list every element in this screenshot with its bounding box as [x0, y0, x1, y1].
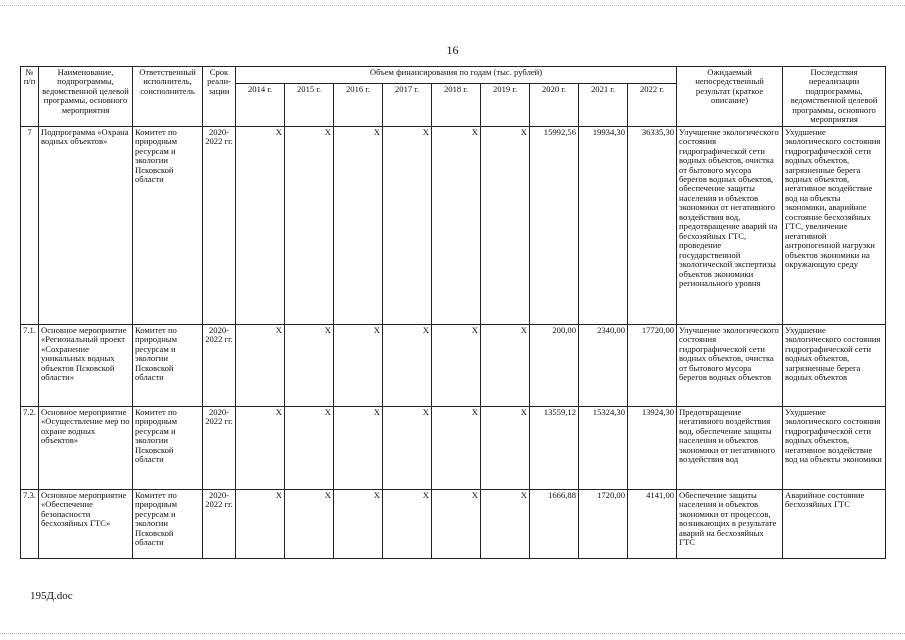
funding-cell: X	[432, 406, 481, 489]
funding-cell: X	[383, 489, 432, 558]
funding-cell: 15992,56	[530, 126, 579, 324]
funding-cell: 15324,30	[579, 406, 628, 489]
header-num: № п/п	[21, 67, 39, 127]
funding-cell: X	[481, 126, 530, 324]
header-year: 2018 г.	[432, 83, 481, 126]
funding-cell: X	[334, 126, 383, 324]
header-year: 2016 г.	[334, 83, 383, 126]
row-name: Основное мероприятие «Региональный проект «Сохранение уникальных водных объектов Псковской области»	[39, 324, 133, 406]
header-year: 2020 г.	[530, 83, 579, 126]
row-responsible: Комитет по природным ресурсам и экологии Псковской области	[133, 324, 203, 406]
row-responsible: Комитет по природным ресурсам и экологии Псковской области	[133, 126, 203, 324]
funding-cell: X	[481, 406, 530, 489]
row-name: Подпрограмма «Охрана водных объектов»	[39, 126, 133, 324]
header-year: 2014 г.	[236, 83, 285, 126]
funding-cell: X	[481, 489, 530, 558]
row-term: 2020-2022 гг.	[203, 489, 236, 558]
row-number: 7	[21, 126, 39, 324]
row-number: 7.3.	[21, 489, 39, 558]
funding-cell: X	[383, 406, 432, 489]
row-expected-result: Улучшение экологического состояния гидрографической сети водных объектов, очистка от бытового мусора берегов водных объектов	[677, 324, 783, 406]
funding-cell: X	[334, 406, 383, 489]
row-responsible: Комитет по природным ресурсам и экологии Псковской области	[133, 406, 203, 489]
row-expected-result: Обеспечение защиты населения и объектов экономики от процессов, возникающих в результате аварий на бесхозяйных ГТС	[677, 489, 783, 558]
row-name: Основное мероприятие «Обеспечение безопасности бесхозяйных ГТС»	[39, 489, 133, 558]
funding-cell: X	[236, 126, 285, 324]
row-consequences: Аварийное состояние бесхозяйных ГТС	[783, 489, 886, 558]
row-term: 2020-2022 гг.	[203, 406, 236, 489]
header-responsible: Ответственный исполнитель, соисполнитель	[133, 67, 203, 127]
header-row	[21, 67, 886, 84]
table-row	[21, 406, 886, 489]
funding-cell: X	[285, 126, 334, 324]
row-consequences: Ухудшение экологического состояния гидрографической сети водных объектов, негативное воздействие вод на объекты экономики	[783, 406, 886, 489]
funding-cell: X	[383, 126, 432, 324]
funding-cell: X	[285, 489, 334, 558]
row-expected-result: Улучшение экологического состояния гидрографической сети водных объектов, очистка от бытового мусора берегов водных объектов, обеспечение защиты населения и объектов экономики от негативного воздействия вод, предотвращение аварий на бесхозяйных ГТС, проведение государственной экологической экспертизы объектов экономики регионального уровня	[677, 126, 783, 324]
row-consequences: Ухудшение экологического состояния гидрографической сети водных объектов, загрязненные берега водных объектов	[783, 324, 886, 406]
header-term: Срок реали-зации	[203, 67, 236, 127]
row-name: Основное мероприятие «Осуществление мер по охране водных объектов»	[39, 406, 133, 489]
funding-cell: X	[334, 324, 383, 406]
funding-cell: X	[481, 324, 530, 406]
header-year: 2019 г.	[481, 83, 530, 126]
header-expected: Ожидаемый непосредственный результат (краткое описание)	[677, 67, 783, 127]
funding-cell: X	[236, 324, 285, 406]
row-number: 7.1.	[21, 324, 39, 406]
row-term: 2020-2022 гг.	[203, 126, 236, 324]
funding-cell: 13924,30	[628, 406, 677, 489]
header-year: 2015 г.	[285, 83, 334, 126]
funding-cell: X	[285, 406, 334, 489]
funding-cell: X	[432, 324, 481, 406]
header-consequences: Последствия нереализации подпрограммы, ведомственной целевой программы, основного мероприятия	[783, 67, 886, 127]
funding-cell: X	[383, 324, 432, 406]
funding-cell: 19934,30	[579, 126, 628, 324]
funding-cell: 2340,00	[579, 324, 628, 406]
funding-cell: X	[334, 489, 383, 558]
table-row	[21, 324, 886, 406]
funding-cell: 200,00	[530, 324, 579, 406]
row-expected-result: Предотвращение негативного воздействия вод, обеспечение защиты населения и объектов экономики от негативного воздействия вод	[677, 406, 783, 489]
row-term: 2020-2022 гг.	[203, 324, 236, 406]
table-row	[21, 126, 886, 324]
header-year: 2017 г.	[383, 83, 432, 126]
funding-cell: X	[236, 489, 285, 558]
scan-edge-bottom	[0, 633, 905, 635]
program-table	[20, 66, 886, 559]
funding-cell: 4141,00	[628, 489, 677, 558]
row-responsible: Комитет по природным ресурсам и экологии Псковской области	[133, 489, 203, 558]
funding-cell: X	[236, 406, 285, 489]
funding-cell: X	[432, 489, 481, 558]
header-year: 2022 г.	[628, 83, 677, 126]
page-number: 16	[446, 43, 459, 57]
header-name: Наименование, подпрограммы, ведомственной целевой программы, основного мероприятия	[39, 67, 133, 127]
row-number: 7.2.	[21, 406, 39, 489]
funding-cell: 13559,12	[530, 406, 579, 489]
funding-cell: X	[432, 126, 481, 324]
table-row	[21, 489, 886, 558]
funding-cell: 36335,30	[628, 126, 677, 324]
funding-cell: X	[285, 324, 334, 406]
document-filename: 195Д.doc	[30, 590, 73, 602]
header-funding-group: Объем финансирования по годам (тыс. рублей)	[236, 67, 677, 84]
header-year: 2021 г.	[579, 83, 628, 126]
funding-cell: 1720,00	[579, 489, 628, 558]
scan-edge-top	[0, 0, 905, 6]
funding-cell: 17720,00	[628, 324, 677, 406]
row-consequences: Ухудшение экологического состояния гидрографической сети водных объектов, загрязненные берега водных объектов, негативное воздействие вод на объекты экономики, аварийное состояние бесхозяйных ГТС, увеличение негативной антропогенной нагрузки объектов экономики на окружающую среду	[783, 126, 886, 324]
funding-cell: 1666,88	[530, 489, 579, 558]
